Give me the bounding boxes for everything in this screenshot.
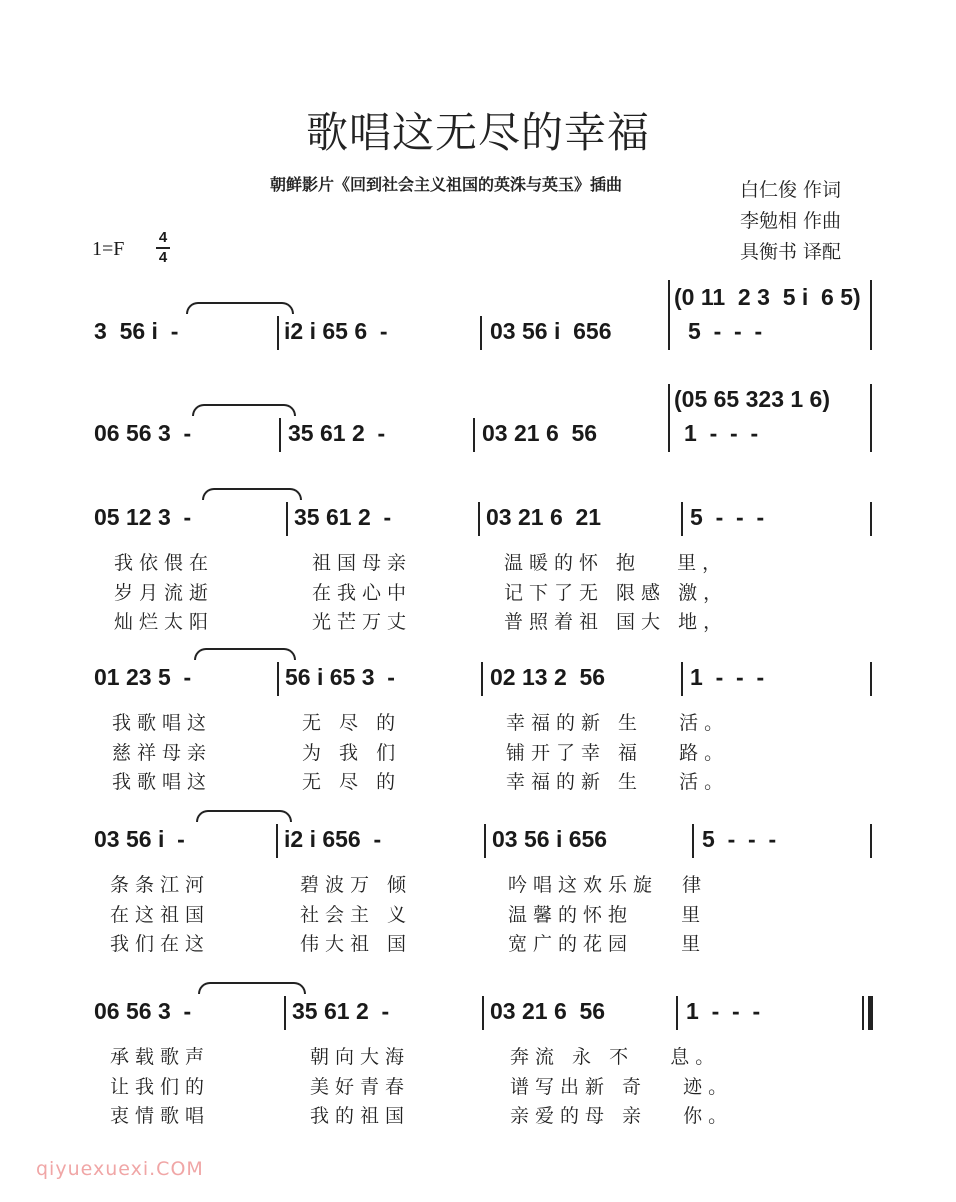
tie-mark — [192, 404, 296, 416]
barline — [870, 280, 872, 350]
lyric-v2-b: 为 我 们 — [302, 742, 402, 764]
measure-3: 03 56 i 656 — [492, 826, 608, 852]
barline — [668, 384, 670, 452]
lyric-v2-a: 在这祖国 — [110, 904, 211, 926]
measure-3: 03 56 i 656 — [490, 318, 612, 344]
barline — [277, 662, 279, 696]
tie-mark — [194, 648, 296, 660]
lyric-v1-a: 我依偎在 — [114, 552, 215, 574]
barline — [478, 502, 480, 536]
lyric-v3-c: 亲爱的母 亲 你。 — [510, 1105, 734, 1127]
measure-4: 5 - - - — [690, 504, 765, 530]
measure-4: 1 - - - — [690, 664, 765, 690]
interlude-phrase: (0 11 2 3 5 i 6 5) — [674, 284, 861, 310]
lyric-v3-a: 灿烂太阳 — [114, 611, 215, 633]
tie-mark — [202, 488, 302, 500]
barline — [276, 824, 278, 858]
measure-3: 03 21 6 56 — [490, 998, 606, 1024]
song-subtitle: 朝鲜影片《回到社会主义祖国的英洙与英玉》插曲 — [270, 175, 623, 194]
lyric-v2-c: 记下了无 限感 激， — [504, 582, 729, 604]
barline — [870, 384, 872, 452]
lyric-v2-b: 在我心中 — [312, 582, 413, 604]
lyric-v1-a: 条条江河 — [110, 874, 211, 896]
credits — [740, 175, 841, 268]
final-barline-thin — [862, 996, 864, 1030]
measure-1: 06 56 3 - — [94, 420, 192, 446]
lyric-v1-a: 我歌唱这 — [112, 712, 213, 734]
measure-2: 56 i 65 3 - — [285, 664, 395, 690]
barline — [681, 502, 683, 536]
barline — [681, 662, 683, 696]
lyric-v2-b: 美好青春 — [310, 1076, 411, 1098]
lyric-v3-b: 光芒万丈 — [312, 611, 413, 633]
lyric-v3-b: 我的祖国 — [310, 1105, 411, 1127]
barline — [692, 824, 694, 858]
lyricist-credit: 白仁俊 作词 — [740, 179, 842, 201]
key-signature: 1=F — [92, 238, 125, 260]
lyric-v2-c: 温馨的怀抱 里 — [508, 904, 707, 926]
measure-4: 5 - - - — [688, 318, 763, 344]
measure-3: 03 21 6 21 — [486, 504, 602, 530]
measure-1: 06 56 3 - — [94, 998, 192, 1024]
measure-2: 35 61 2 - — [294, 504, 392, 530]
lyric-v2-c: 谱写出新 奇 迹。 — [510, 1076, 734, 1098]
measure-2: i2 i 65 6 - — [284, 318, 388, 344]
lyric-v1-c: 温暖的怀 抱 里， — [504, 552, 728, 574]
lyric-v2-a: 岁月流逝 — [114, 582, 215, 604]
barline — [284, 996, 286, 1030]
measure-3: 03 21 6 56 — [482, 420, 598, 446]
lyric-v1-b: 无 尽 的 — [302, 712, 402, 734]
lyric-v3-b: 伟大祖 国 — [300, 933, 413, 955]
lyric-v2-a: 让我们的 — [110, 1076, 211, 1098]
measure-4: 1 - - - — [684, 420, 759, 446]
measure-2: 35 61 2 - — [292, 998, 390, 1024]
barline — [484, 824, 486, 858]
barline — [676, 996, 678, 1030]
lyric-v2-c: 铺开了幸 福 路。 — [506, 742, 730, 764]
lyric-v3-c: 幸福的新 生 活。 — [506, 771, 730, 793]
measure-2: i2 i 656 - — [284, 826, 382, 852]
final-barline-thick — [868, 996, 873, 1030]
lyric-v1-b: 朝向大海 — [310, 1046, 411, 1068]
measure-1: 01 23 5 - — [94, 664, 192, 690]
tie-mark — [198, 982, 306, 994]
lyric-v1-c: 奔流 永 不 息。 — [510, 1046, 721, 1068]
tie-mark — [186, 302, 294, 314]
measure-3: 02 13 2 56 — [490, 664, 606, 690]
barline — [668, 280, 670, 350]
lyric-v3-a: 我歌唱这 — [112, 771, 213, 793]
lyric-v3-c: 宽广的花园 里 — [508, 933, 707, 955]
barline — [481, 662, 483, 696]
measure-2: 35 61 2 - — [288, 420, 386, 446]
barline — [286, 502, 288, 536]
time-sig-top: 4 — [158, 229, 168, 246]
measure-1: 3 56 i - — [94, 318, 179, 344]
barline — [870, 824, 872, 858]
lyric-v1-a: 承载歌声 — [110, 1046, 211, 1068]
lyric-v1-b: 碧波万 倾 — [300, 874, 413, 896]
tie-mark — [196, 810, 292, 822]
measure-4: 1 - - - — [686, 998, 761, 1024]
lyric-v3-b: 无 尽 的 — [302, 771, 402, 793]
lyric-v3-a: 我们在这 — [110, 933, 211, 955]
time-sig-bottom: 4 — [158, 249, 168, 266]
lyric-v3-c: 普照着祖 国大 地， — [504, 611, 729, 633]
song-title: 歌唱这无尽的幸福 — [305, 108, 650, 157]
barline — [482, 996, 484, 1030]
lyric-v2-a: 慈祥母亲 — [112, 742, 213, 764]
time-signature — [156, 230, 170, 266]
barline — [870, 662, 872, 696]
lyric-v1-c: 吟唱这欢乐旋 律 — [508, 874, 708, 896]
barline — [870, 502, 872, 536]
lyric-v3-a: 衷情歌唱 — [110, 1105, 211, 1127]
lyric-v2-b: 社会主 义 — [300, 904, 413, 926]
lyric-v1-c: 幸福的新 生 活。 — [506, 712, 730, 734]
barline — [277, 316, 279, 350]
composer-credit: 李勉相 作曲 — [740, 210, 842, 232]
site-watermark: qiyuexuexi.COM — [36, 1158, 204, 1180]
interlude-phrase: (05 65 323 1 6) — [674, 386, 831, 412]
lyric-v1-b: 祖国母亲 — [312, 552, 413, 574]
measure-1: 05 12 3 - — [94, 504, 192, 530]
translator-credit: 具衡书 译配 — [740, 241, 842, 263]
measure-4: 5 - - - — [702, 826, 777, 852]
barline — [480, 316, 482, 350]
barline — [473, 418, 475, 452]
barline — [279, 418, 281, 452]
measure-1: 03 56 i - — [94, 826, 185, 852]
